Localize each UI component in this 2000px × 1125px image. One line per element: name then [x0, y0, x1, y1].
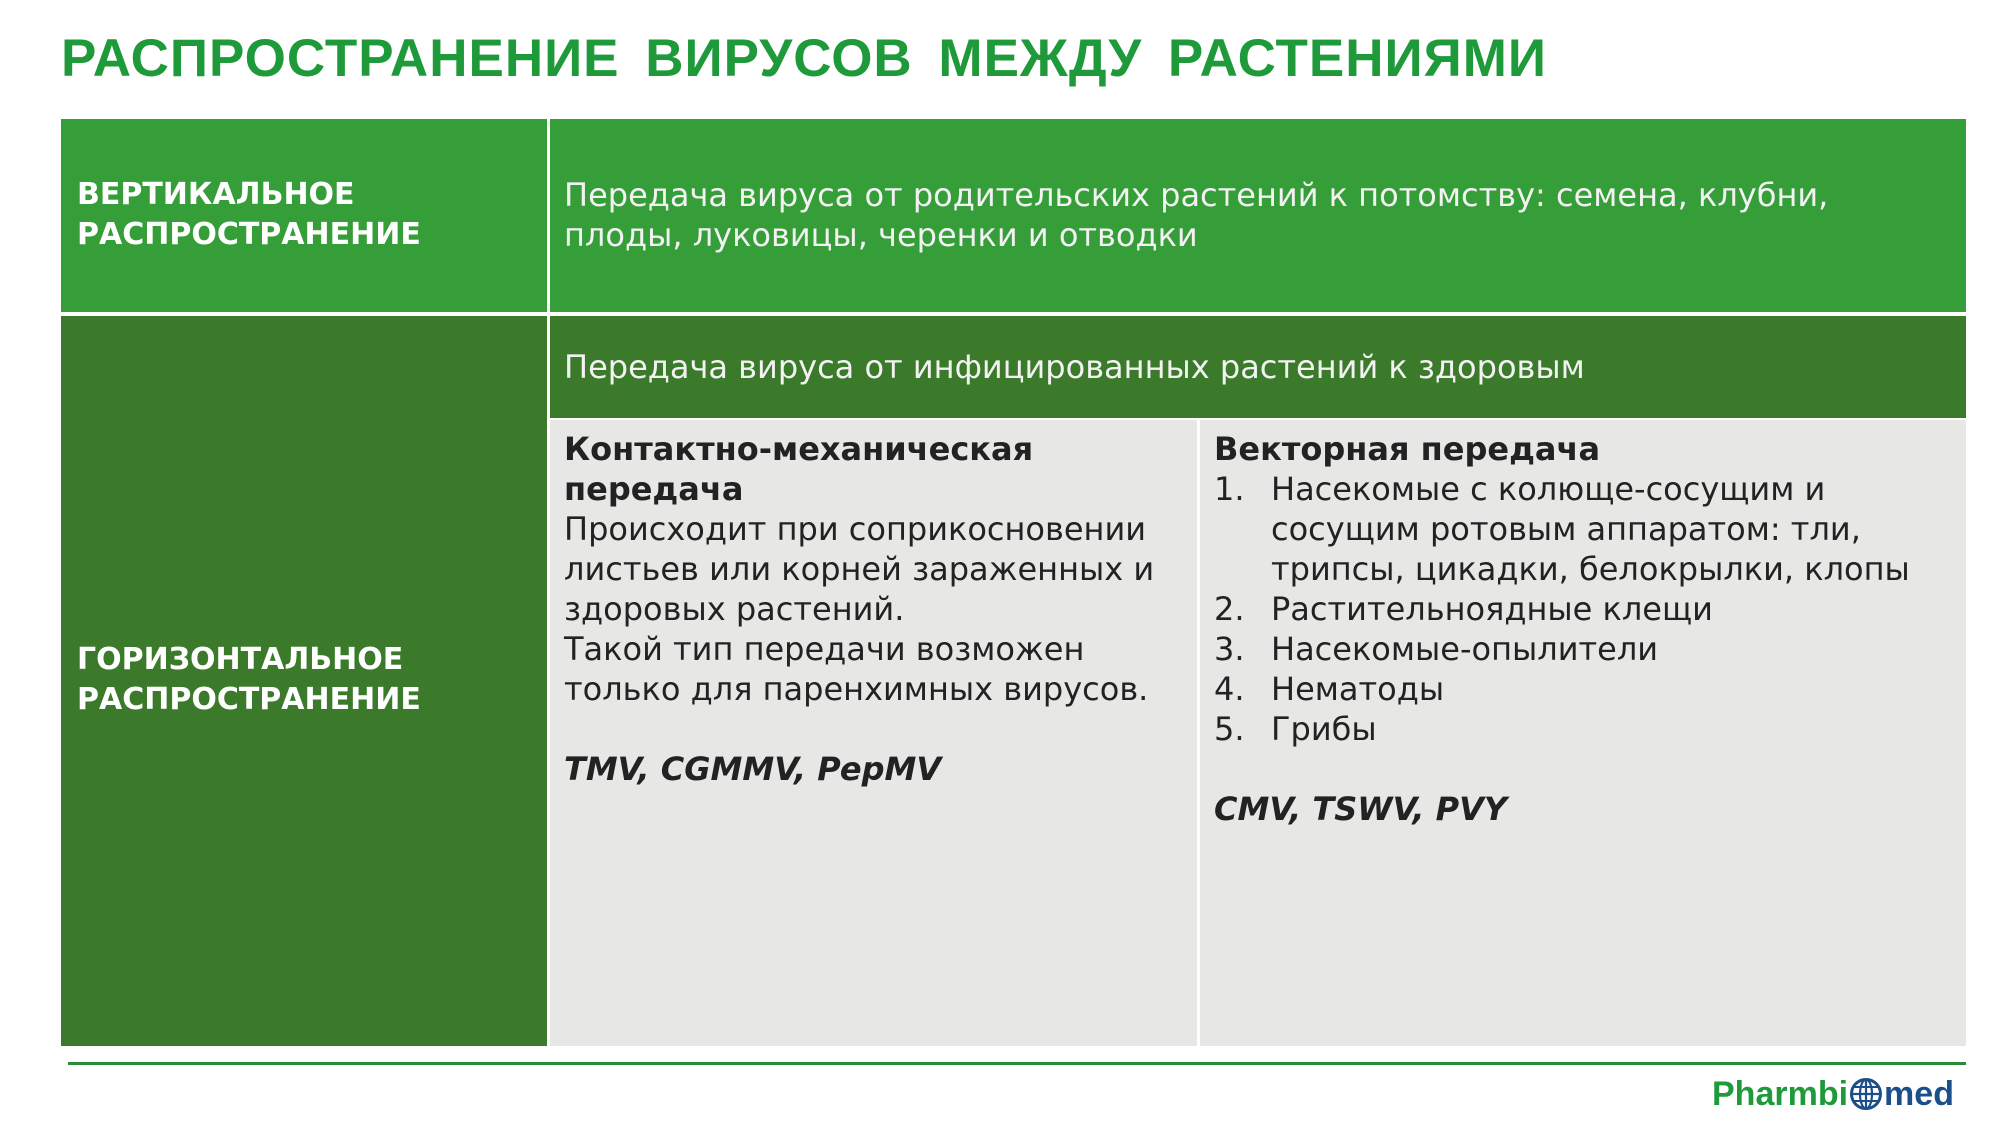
vertical-label-line2: РАСПРОСТРАНЕНИЕ [77, 217, 421, 252]
horizontal-label [77, 640, 537, 720]
contact-text-1: Происходит при соприкосновении листьев или корней зараженных и здоровых растений. [564, 510, 1155, 628]
horizontal-description: Передача вируса от инфицированных растений к здоровым [564, 348, 1585, 386]
vector-examples: CMV, TSWV, PVY [1214, 790, 1508, 828]
horizontal-label-line2: РАСПРОСТРАНЕНИЕ [77, 682, 421, 717]
vector-item-text: Насекомые с колюще-сосущим и сосущим ротовым аппаратом: тли, трипсы, цикадки, белокрылки, клопы [1271, 470, 1910, 588]
vector-item-text: Насекомые-опылители [1271, 630, 1659, 668]
vector-list-item [1214, 629, 1956, 669]
vector-list [1214, 469, 1956, 749]
vertical-label [77, 175, 537, 255]
vector-list-item [1214, 669, 1956, 709]
vector-list-item [1214, 589, 1956, 629]
contact-text-2: Такой тип передачи возможен только для паренхимных вирусов. [564, 630, 1149, 708]
horizontal-label-cell [61, 316, 547, 1046]
horizontal-label-line1: ГОРИЗОНТАЛЬНОЕ [77, 642, 404, 677]
contact-heading: Контактно-механическая передача [564, 430, 1034, 508]
vertical-description: Передача вируса от родительских растений к потомству: семена, клубни, плоды, луковицы, черенки и отводки [564, 176, 1829, 254]
vector-item-number: 1. [1214, 470, 1245, 508]
logo-text-part1: Pharmbi [1712, 1074, 1849, 1113]
vector-item-number: 5. [1214, 710, 1245, 748]
vector-item-number: 3. [1214, 630, 1245, 668]
contact-examples: TMV, CGMMV, PepMV [564, 750, 942, 788]
vector-item-text: Растительноядные клещи [1271, 590, 1713, 628]
vertical-label-cell [61, 119, 547, 312]
vector-heading: Векторная передача [1214, 430, 1601, 468]
vector-list-item [1214, 709, 1956, 749]
globe-icon [1849, 1077, 1883, 1111]
vertical-description-cell [550, 119, 1966, 312]
footer-divider [68, 1062, 1966, 1065]
logo-text-part2: med [1884, 1074, 1954, 1113]
vector-item-number: 2. [1214, 590, 1245, 628]
horizontal-description-cell [550, 316, 1966, 418]
contact-transmission-cell [550, 420, 1197, 1046]
page-title: РАСПРОСТРАНЕНИЕ ВИРУСОВ МЕЖДУ РАСТЕНИЯМИ [61, 29, 1547, 88]
vertical-label-line1: ВЕРТИКАЛЬНОЕ [77, 177, 355, 212]
vector-item-text: Нематоды [1271, 670, 1445, 708]
pharmbiomed-logo [1712, 1070, 1954, 1118]
vector-item-number: 4. [1214, 670, 1245, 708]
vector-transmission-cell [1200, 420, 1966, 1046]
vector-item-text: Грибы [1271, 710, 1377, 748]
vector-list-item [1214, 469, 1956, 589]
